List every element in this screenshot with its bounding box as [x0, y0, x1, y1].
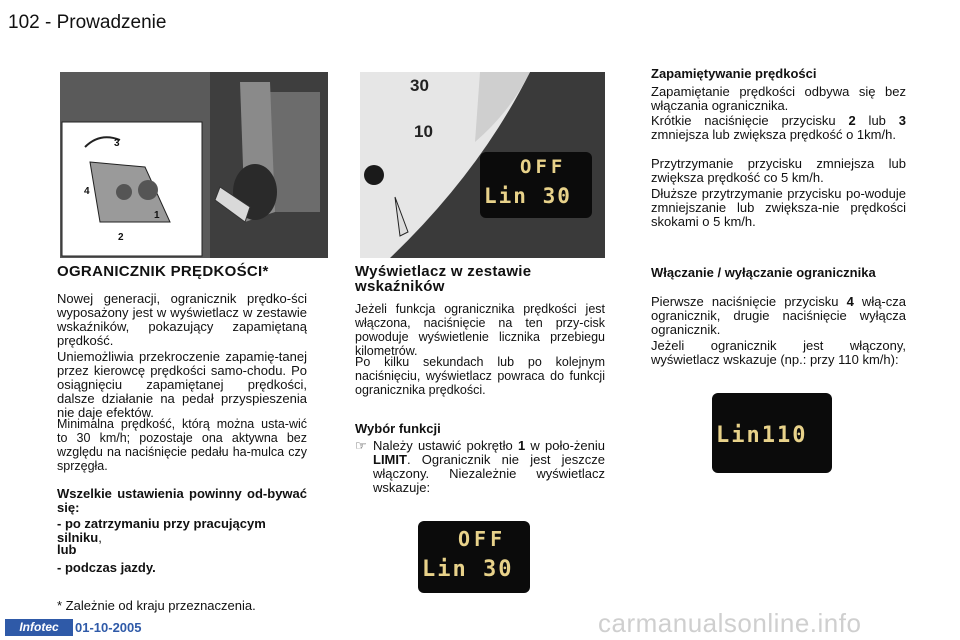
on-off-paragraph-2: Jeżeli ogranicznik jest włączony, wyświetlacz wskazuje (np.: przy 110 km/h):: [651, 338, 906, 367]
lcd-display-off: [418, 521, 530, 593]
display-paragraph-1: Jeżeli funkcja ogranicznika prędkości jest włączona, naciśnięcie na ten przy-cisk powoduje wyświetlenie licznika przebiegu kilometrów.: [355, 302, 605, 358]
bullet-text-a: Należy ustawić pokrętło: [373, 438, 518, 453]
instrument-panel-photo: [360, 72, 605, 258]
page-header: 102 - Prowadzenie: [8, 12, 167, 33]
limiter-paragraph-3: Minimalna prędkość, którą można usta-wić to 30 km/h; pozostaje ona aktywna bez względu na naciśnięcie pedału ha-mulca czy sprzęgła.: [57, 417, 307, 473]
lcd-line-off: OFF: [520, 156, 567, 178]
button-4-ref: 4: [846, 294, 854, 309]
button-2-ref: 2: [848, 113, 856, 128]
callout-4: 4: [84, 186, 90, 197]
memorize-paragraph-1: Zapamiętanie prędkości odbywa się bez włączania ogranicznika.: [651, 84, 906, 113]
condition-stopped-text: - po zatrzymaniu przy pracującym silniku: [57, 516, 266, 545]
lcd2-line-limit: Lin 30: [422, 557, 514, 582]
memorize-p2-b: lub: [855, 113, 899, 128]
memorize-paragraph-4: Dłuższe przytrzymanie przycisku po-woduje zmniejszanie lub zwiększa-nie prędkości skokami o 5 km/h.: [651, 186, 906, 229]
bullet-limit: LIMIT: [373, 452, 407, 467]
display-paragraph-2: Po kilku sekundach lub po kolejnym naciśnięciu, wyświetlacz powraca do funkcji ogranicznika prędkości.: [355, 355, 605, 397]
section-title-display: Wyświetlacz w zestawie wskaźników: [355, 263, 532, 295]
condition-driving: - podczas jazdy.: [57, 560, 156, 575]
memorize-p2-c: zmniejsza lub zwiększa prędkość o 1km/h.: [651, 127, 896, 142]
lcd-display-small: [480, 152, 592, 218]
section-title-limiter: OGRANICZNIK PRĘDKOŚCI*: [57, 263, 269, 280]
condition-or: lub: [57, 542, 77, 557]
stalk-illustration: [60, 72, 328, 258]
on-off-p1-b: włą-cza ogranicznik, drugie naciśnięcie wyłącza ogranicznik.: [651, 294, 906, 337]
memorize-paragraph-2: [651, 114, 906, 142]
on-off-paragraph-1: [651, 295, 906, 337]
bullet-hand-icon: ☞: [355, 438, 367, 453]
limiter-paragraph-2: Uniemożliwia przekroczenie zapamię-tanej przez kierowcę prędkości samo-chodu. Po osiągnięciu zapamiętanej prędkości, dalsze działanie na pedał przyspieszenia nie daje efektów.: [57, 349, 307, 420]
condition-stopped-comma: ,: [98, 530, 102, 545]
condition-stopped: [57, 517, 307, 545]
limiter-paragraph-1: Nowej generacji, ogranicznik prędko-ści wyposażony jest w wyświetlacz w zestawie wskaźników, pokazujący zapamiętaną prędkość.: [57, 291, 307, 348]
bullet-knob-number: 1: [517, 438, 526, 453]
stalk-photo: [60, 72, 328, 258]
lcd-display-110: [712, 393, 832, 473]
button-3-ref: 3: [898, 113, 906, 128]
footer-date: 01-10-2005: [75, 620, 142, 635]
on-off-p1-a: Pierwsze naciśnięcie przycisku: [651, 294, 847, 309]
bullet-text-b: w poło-żeniu: [525, 438, 605, 453]
function-selection-bullet: [373, 439, 605, 495]
lcd3-line-limit: Lin110: [716, 423, 808, 448]
watermark: carmanualsonline.info: [598, 608, 862, 638]
lcd2-line-off: OFF: [458, 527, 507, 551]
footnote: * Zależnie od kraju przeznaczenia.: [57, 598, 256, 613]
infotec-logo: Infotec: [5, 619, 73, 636]
callout-3: 3: [114, 138, 120, 149]
on-off-title: Włączanie / wyłączanie ogranicznika: [651, 265, 876, 280]
lcd-line-limit: Lin 30: [484, 184, 572, 208]
callout-2: 2: [118, 232, 124, 243]
function-selection-title: Wybór funkcji: [355, 421, 441, 436]
memorize-p2-a: Krótkie naciśnięcie przycisku: [651, 113, 849, 128]
bullet-text-c: . Ogranicznik nie jest jeszcze włączony. Niezależnie wyświetlacz wskazuje:: [373, 452, 605, 495]
settings-note: Wszelkie ustawienia powinny od-bywać się:: [57, 486, 307, 515]
gauge-label-30: 30: [410, 76, 429, 95]
memorize-paragraph-3: Przytrzymanie przycisku zmniejsza lub zwiększa prędkość co 5 km/h.: [651, 156, 906, 185]
gauge-label-10: 10: [414, 122, 433, 141]
memorize-speed-title: Zapamiętywanie prędkości: [651, 66, 817, 81]
callout-1: 1: [154, 210, 160, 221]
